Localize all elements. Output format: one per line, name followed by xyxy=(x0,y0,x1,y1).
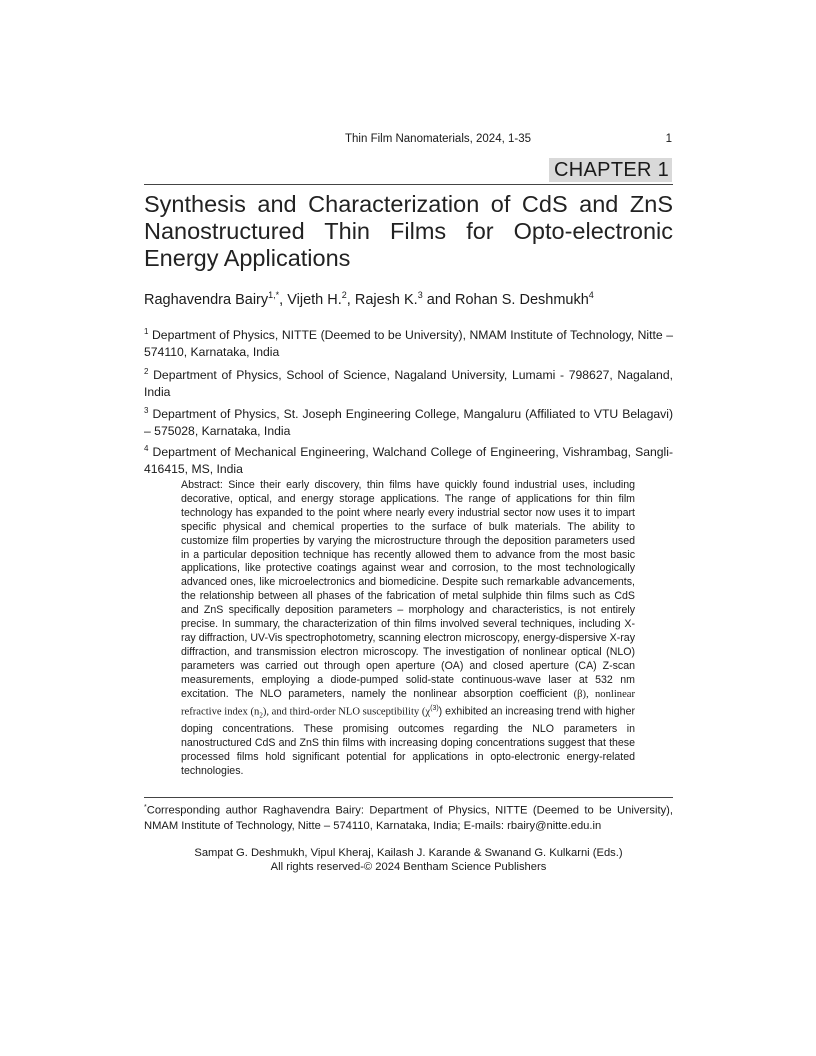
publication-info xyxy=(144,846,673,874)
affiliation xyxy=(144,403,673,439)
author-separator: , xyxy=(279,291,288,308)
author-separator: and xyxy=(422,291,455,308)
author-affiliation-mark: 3 xyxy=(417,290,423,300)
corresponding-author-footnote xyxy=(144,800,673,834)
affiliation-text: Department of Physics, NITTE (Deemed to be University), NMAM Institute of Technology, Nitte – 574110, Karnataka, India xyxy=(144,328,674,359)
abstract-greek-text: (β), nonlinear refractive index (n xyxy=(181,688,635,718)
affiliation-number: 4 xyxy=(144,444,149,453)
abstract-label: Abstract: xyxy=(181,479,229,491)
copyright-line: All rights reserved-© 2024 Bentham Science Publishers xyxy=(270,861,547,873)
footnote-label: Corresponding author Raghavendra Bairy: xyxy=(146,804,370,817)
affiliation xyxy=(144,324,673,360)
chapter-title: Synthesis and Characterization of CdS and ZnS Nanostructured Thin Films for Opto-electronic Energy Applications xyxy=(144,191,673,271)
page-number: 1 xyxy=(665,133,672,145)
author-affiliation-mark: 4 xyxy=(588,290,594,300)
superscript: (3) xyxy=(430,704,439,712)
footnote-text: Department of Physics, NITTE (Deemed to be University), NMAM Institute of Technology, Nitte – 574110, Karnataka, India; E-mails: rbairy@nitte.edu.in xyxy=(144,804,673,832)
editors-line: Sampat G. Deshmukh, Vipul Kheraj, Kailash J. Karande & Swanand G. Kulkarni (Eds.) xyxy=(194,847,623,859)
affiliation-number: 3 xyxy=(144,406,149,415)
abstract-text: ) exhibited an increasing trend with higher doping concentrations. These promising outcomes regarding the NLO parameters in nanostructured CdS and ZnS thin films with increasing doping concentrations suggest that these processed films hold significant potential for applications in opto-electronic energy-related technologies. xyxy=(181,705,635,777)
affiliation-text: Department of Physics, School of Science, Nagaland University, Lumami - 798627, Nagaland, India xyxy=(144,368,673,399)
author-name: Rajesh K. xyxy=(354,291,418,308)
affiliation-number: 1 xyxy=(144,327,149,336)
affiliation-text: Department of Physics, St. Joseph Engineering College, Mangaluru (Affiliated to VTU Belagavi) – 575028, Karnataka, India xyxy=(144,407,674,438)
author-name: Raghavendra Bairy xyxy=(144,291,269,308)
author-affiliation-mark: 2 xyxy=(341,290,347,300)
affiliation-number: 2 xyxy=(144,367,149,376)
affiliation xyxy=(144,364,673,400)
author-name: Vijeth H. xyxy=(287,291,342,308)
author-name: Rohan S. Deshmukh xyxy=(454,291,589,308)
running-header-journal: Thin Film Nanomaterials, 2024, 1-35 xyxy=(345,133,531,145)
affiliation-text: Department of Mechanical Engineering, Walchand College of Engineering, Vishrambag, Sangli-416415, MS, India xyxy=(144,445,674,476)
author-affiliation-mark: 1,* xyxy=(268,290,280,300)
footnote-mark: * xyxy=(144,804,147,811)
author-separator: , xyxy=(346,291,355,308)
footnote-rule xyxy=(144,797,673,798)
chapter-rule xyxy=(144,184,673,185)
subscript: 2 xyxy=(259,711,263,720)
abstract-greek-text: ), and third-order NLO susceptibility (χ xyxy=(262,706,431,718)
abstract xyxy=(181,479,635,779)
chapter-label: CHAPTER 1 xyxy=(549,158,672,182)
abstract-text: Since their early discovery, thin films have quickly found industrial uses, including decorative, optical, and energy storage applications. The range of applications for thin film technology has expanded to the point where nearly every industrial sector now uses it to impart specific physical and chemical properties to the surface of bulk materials. The ability to customize film properties by varying the microstructure through the deposition parameters used in a particular deposition technique has recently allowed them to advance from the most basic applications, like protective coatings against wear and corrosion, to the most technologically advanced ones, like microelectronics and biomedicine. Despite such remarkable advancements, the relationship between all phases of the fabrication of metal sulphide thin films such as CdS and ZnS specifically deposition parameters – morphology and characteristics, is not entirely precise. In summary, the characterization of thin films involved several techniques, including X-ray diffraction, UV-Vis spectrophotometry, scanning electron microscopy, energy-dispersive X-ray diffraction, and transmission electron microscopy. The investigation of nonlinear optical (NLO) parameters was carried out through open aperture (OA) and closed aperture (CA) Z-scan measurements, employing a diode-pumped solid-state continuous-wave laser at 532 nm excitation. The NLO parameters, namely the nonlinear absorption coefficient xyxy=(181,479,635,700)
author-list xyxy=(144,290,673,308)
affiliation xyxy=(144,441,673,477)
